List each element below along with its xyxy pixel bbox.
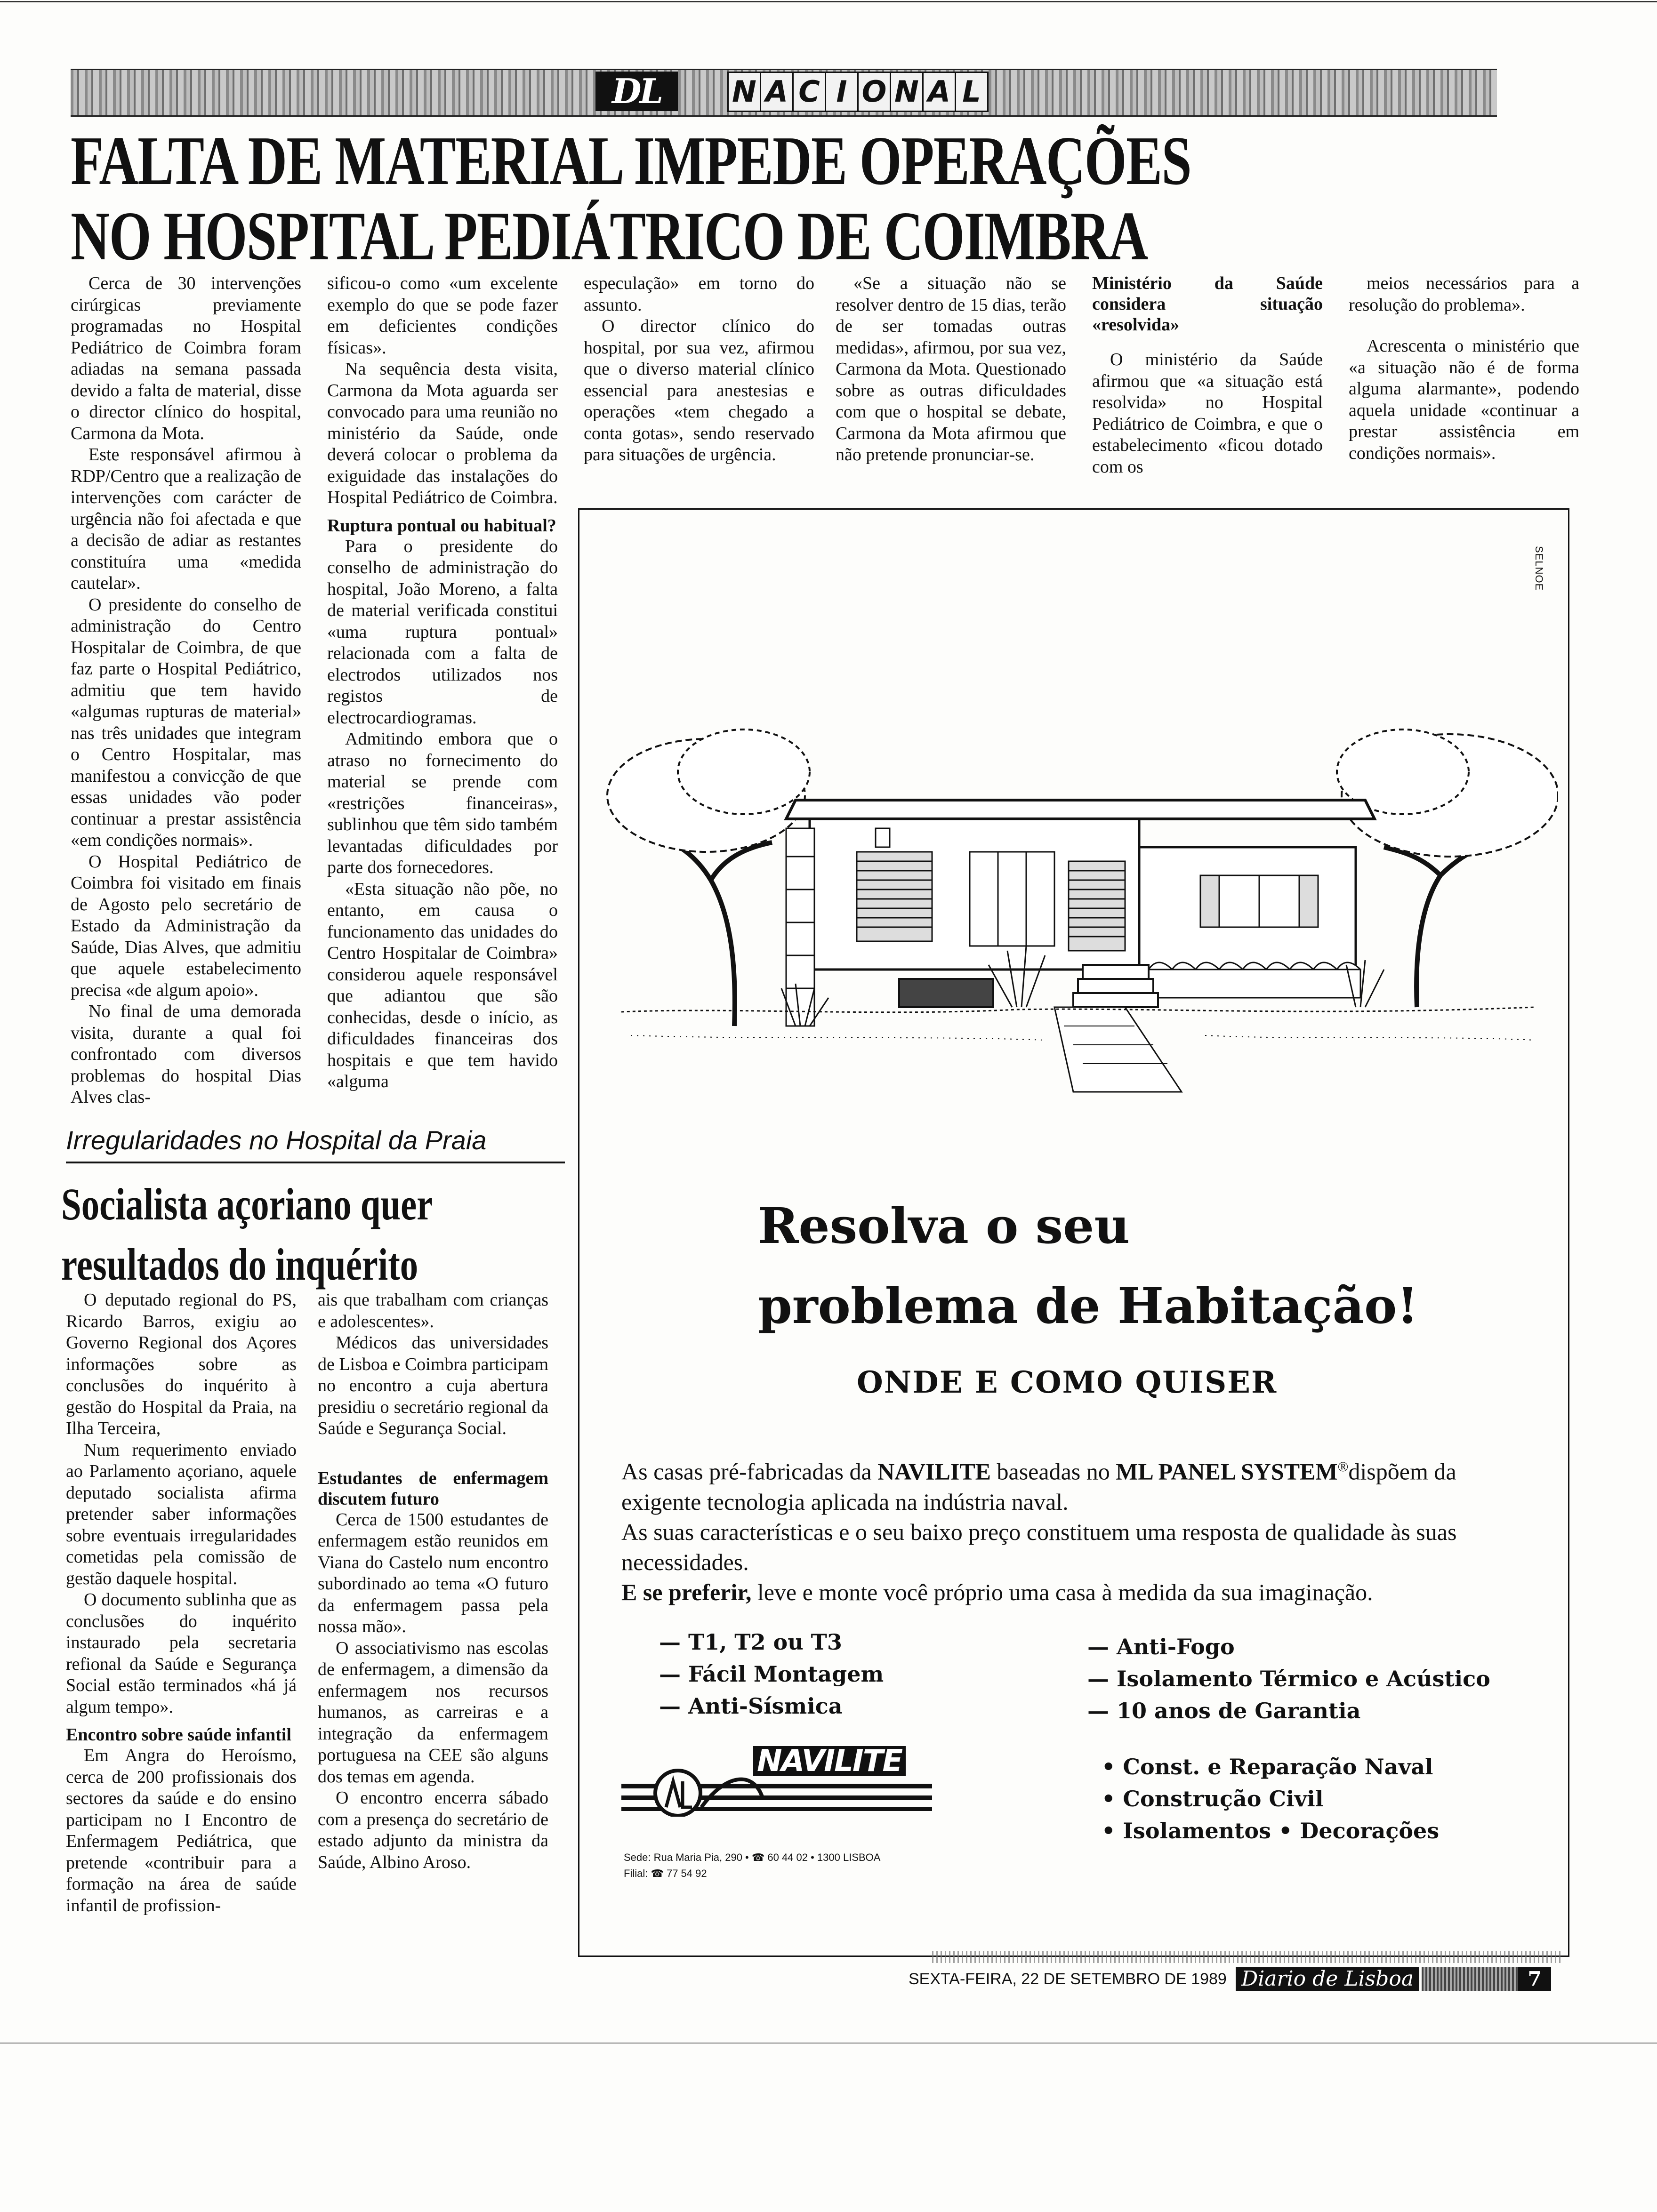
paragraph: O ministério da Saúde afirmou que «a situação está resolvida» no Hospital Pediátrico de Coimbra, e que o estabelecimento «ficou dotado com os <box>1092 350 1323 477</box>
sub-article-headline <box>61 1174 588 1295</box>
footer-masthead: Diario de Lisboa <box>1236 1967 1419 1991</box>
ad-text: leve e monte você próprio uma casa à medida da sua imaginação. <box>751 1579 1373 1605</box>
headline-line: Socialista açoriano quer <box>61 1179 433 1229</box>
address-line: Filial: ☎ 77 54 92 <box>624 1867 707 1879</box>
subheading: Encontro sobre saúde infantil <box>66 1725 291 1745</box>
feature-item: — Anti-Fogo <box>1087 1634 1235 1659</box>
subheading: Ministério da Saúde considera situação «resolvida» <box>1092 273 1323 335</box>
section-letter: O <box>857 72 891 112</box>
system-name: ML PANEL SYSTEM <box>1116 1458 1338 1485</box>
registered-mark: ® <box>1337 1459 1349 1475</box>
dl-logo: DL <box>595 72 678 111</box>
section-letter: N <box>727 72 761 112</box>
section-letter: L <box>955 72 989 112</box>
headline-line: resultados do inquérito <box>61 1239 418 1290</box>
ad-subheadline: ONDE E COMO QUISER <box>857 1365 1278 1400</box>
paragraph: Para o presidente do conselho de administração do hospital, João Moreno, a falta de material verificada constitui «uma ruptura pontual» relacionada com a falta de electrodos utilizados nos registos de electrocardiogramas. <box>327 536 558 728</box>
ad-address <box>624 1850 880 1882</box>
ad-body-paragraph <box>621 1452 1535 1517</box>
brand-name: NAVILITE <box>877 1458 991 1485</box>
feature-item: — Anti-Sísmica <box>659 1693 843 1719</box>
address-line: Sede: Rua Maria Pia, 290 • ☎ 60 44 02 • 1300 LISBOA <box>624 1851 881 1863</box>
article-column-3 <box>584 273 814 466</box>
article-column-5 <box>1092 273 1323 478</box>
paragraph: sificou-o como «um excelente exemplo do que se pode fazer em deficientes condições físicas». <box>327 273 558 358</box>
page-number: 7 <box>1518 1967 1551 1991</box>
paragraph: Em Angra do Heroísmo, cerca de 200 profissionais dos sectores da saúde e do ensino participam no I Encontro de Enfermagem Pediátrica, que pretende «contribuir para a formação na área de saúde infantil de profission- <box>66 1746 297 1915</box>
paragraph: especulação» em torno do assunto. <box>584 273 814 315</box>
ad-text: dispõem da exigente tecnologia aplicada na indústria naval. <box>621 1458 1456 1515</box>
feature-item: — Fácil Montagem <box>659 1661 884 1687</box>
paragraph: ais que trabalham com crianças e adolescentes». <box>318 1290 548 1331</box>
subheading: Ruptura pontual ou habitual? <box>327 515 556 536</box>
service-item: • Isolamentos • Decorações <box>1102 1818 1440 1843</box>
paragraph: O Hospital Pediátrico de Coimbra foi visitado em finais de Agosto pelo secretário de Estado da Administração da Saúde, Dias Alves, que admitiu que aquele estabelecimento precisa «de algum apoio». <box>71 851 301 1000</box>
article-column-2 <box>327 273 558 1093</box>
headline-line: NO HOSPITAL PEDIÁTRICO DE COIMBRA <box>71 198 1148 275</box>
logo-text-part: NAVI <box>757 1744 835 1779</box>
section-letter: A <box>760 72 794 112</box>
paragraph: Este responsável afirmou à RDP/Centro que a realização de intervenções com carácter de urgência não foi afectada e que a decisão de adiar as restantes constituíra uma «medida cautelar». <box>71 445 301 593</box>
feature-item: — T1, T2 ou T3 <box>659 1629 842 1655</box>
section-letter: I <box>825 72 859 112</box>
paragraph: O deputado regional do PS, Ricardo Barros, exigiu ao Governo Regional dos Açores informações sobre as conclusões do inquérito à gestão do Hospital da Praia, na Ilha Terceira, <box>66 1290 297 1438</box>
article-column-4 <box>836 273 1066 466</box>
illustrator-credit: SELNOE <box>1533 546 1545 591</box>
paragraph: Num requerimento enviado ao Parlamento açoriano, aquele deputado socialista afirma pretender saber informações sobre eventuais irregularidades cometidas pela comissão de gestão daquele hospital. <box>66 1440 297 1588</box>
paragraph: No final de uma demorada visita, durante a qual foi confrontado com diversos problemas do hospital Dias Alves clas- <box>71 1002 301 1107</box>
house-illustration <box>593 678 1558 1101</box>
ad-bold-text: E se preferir, <box>621 1579 752 1605</box>
ad-headline <box>758 1186 1418 1346</box>
footer-texture <box>932 1951 1563 1963</box>
ad-body-copy <box>621 1452 1535 1607</box>
section-letter: A <box>922 72 956 112</box>
paragraph: Cerca de 1500 estudantes de enfermagem estão reunidos em Viana do Castelo num encontro subordinado ao tema «O futuro da enfermagem passa pela nossa mão». <box>318 1509 548 1636</box>
paragraph: «Esta situação não põe, no entanto, em causa o funcionamento das unidades do Centro Hospitalar de Coimbra» considerou aquele responsável que adiantou que são conhecidas, desde o início, as dificuldades financeiras dos hospitais e que tem havido «alguma <box>327 879 558 1091</box>
section-letter: N <box>890 72 924 112</box>
paragraph: Admitindo embora que o atraso no fornecimento do material se prende com «restrições financeiras», sublinhou que têm sido também levantadas dificuldades por parte dos fornecedores. <box>327 729 558 877</box>
services-list <box>1102 1751 1439 1847</box>
ad-headline-line: Resolva o seu <box>758 1197 1130 1255</box>
paragraph: Cerca de 30 intervenções cirúrgicas previamente programadas no Hospital Pediátrico de Coimbra foram adiadas na semana passada devido a falta de material, disse o director clínico do hospital, Carmona da Mota. <box>71 273 301 443</box>
paragraph: «Se a situação não se resolver dentro de 15 dias, terão de ser tomadas outras medidas», afirmou, por sua vez, Carmona da Mota. Questionado sobre as outras dificuldades com que o hospital se debate, Carmona da Mota afirmou que não pretende pronunciar-se. <box>836 273 1066 465</box>
paragraph: O encontro encerra sábado com a presença do secretário de estado adjunto da ministra da Saúde, Albino Aroso. <box>318 1788 548 1872</box>
subheading: Estudantes de enfermagem discutem futuro <box>318 1468 548 1509</box>
article-column-1 <box>71 273 301 1108</box>
paragraph: Médicos das universidades de Lisboa e Coimbra participam no encontro a cuja abertura presidiu o secretário regional da Saúde e Segurança Social. <box>318 1333 548 1438</box>
paragraph: meios necessários para a resolução do problema». <box>1349 273 1579 315</box>
ad-text: baseadas no <box>991 1458 1116 1485</box>
service-item: • Const. e Reparação Naval <box>1102 1754 1433 1779</box>
feature-item: — 10 anos de Garantia <box>1087 1698 1361 1723</box>
footer-bar <box>1422 1967 1518 1991</box>
kicker-rule <box>66 1162 565 1163</box>
scan-edge <box>0 1 1657 2</box>
ad-body-paragraph: As suas características e o seu baixo preço constituem uma resposta de qualidade às suas necessidades. <box>621 1518 1457 1575</box>
feature-list-left <box>659 1626 884 1722</box>
service-item: • Construção Civil <box>1102 1786 1324 1811</box>
ad-text: As casas pré-fabricadas da <box>621 1458 878 1485</box>
feature-item: — Isolamento Térmico e Acústico <box>1087 1666 1490 1691</box>
footer-date: SEXTA-FEIRA, 22 DE SETEMBRO DE 1989 <box>909 1970 1227 1988</box>
logo-text <box>753 1744 906 1779</box>
paragraph: O associativismo nas escolas de enfermagem, a dimensão da enfermagem nos recursos humanos, as carreiras e a integração da enfermagem portuguesa na CEE são alguns dos temas em agenda. <box>318 1638 548 1787</box>
sub-article-kicker: Irregularidades no Hospital da Praia <box>66 1125 487 1155</box>
headline-line: FALTA DE MATERIAL IMPEDE OPERAÇÕES <box>71 122 1191 200</box>
paragraph: O director clínico do hospital, por sua vez, afirmou que o diverso material clínico essencial para anestesias e operações «tem chegado a conta gotas», sendo reservado para situações de urgência. <box>584 316 814 465</box>
section-letter: C <box>792 72 826 112</box>
ad-headline-line: problema de Habitação! <box>758 1277 1419 1335</box>
paragraph: O documento sublinha que as conclusões do inquérito instaurado pela secretaria refional da Saúde e Segurança Social estão terminados «há já algum tempo». <box>66 1590 297 1717</box>
logo-text-part: LITE <box>834 1744 902 1779</box>
feature-list-right <box>1087 1631 1490 1727</box>
main-headline <box>71 122 1191 275</box>
section-name <box>727 72 987 111</box>
sub-article-column-1 <box>66 1290 297 1916</box>
ad-body-paragraph <box>621 1577 1535 1607</box>
scan-edge <box>0 2043 1657 2044</box>
paragraph: O presidente do conselho de administração do Centro Hospitalar de Coimbra, de que faz parte o Hospital Pediátrico, admitiu que tem havido «algumas rupturas de material» nas três unidades que integram o Centro Hospitalar, mas manifestou a convicção de que essas unidades vão poder continuar a prestar assistência «em condições normais». <box>71 594 301 850</box>
navilite-logo <box>621 1737 932 1817</box>
article-column-6 <box>1349 273 1579 464</box>
paragraph: Na sequência desta visita, Carmona da Mota aguarda ser convocado para uma reunião no ministério da Saúde, onde deverá colocar o problema da exiguidade das instalações do Hospital Pediátrico de Coimbra. <box>327 359 558 507</box>
sub-article-column-2 <box>318 1290 548 1873</box>
paragraph: Acrescenta o ministério que «a situação não é de forma alguma alarmante», podendo aquela unidade «continuar a prestar assistência em condições normais». <box>1349 336 1579 463</box>
